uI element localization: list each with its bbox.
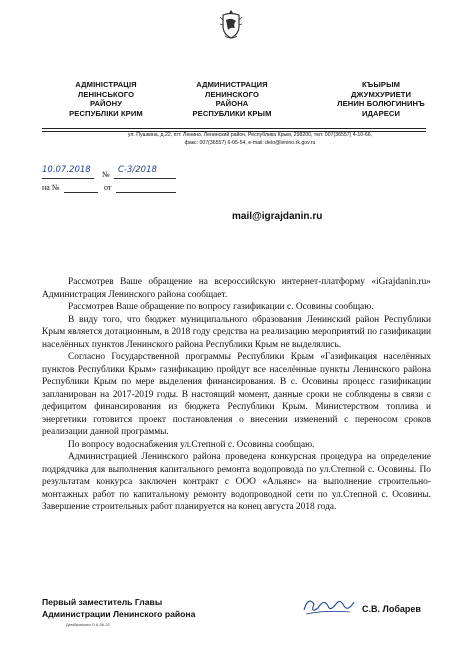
header-crimean-tatar: КЪЫРЫМ ДЖУМХУРИЕТИ ЛЕНИН БОЛЮГИНИНЪ ИДАРЕСИ (337, 80, 425, 118)
header-address: ул. Пушкина, д.22, пгт. Ленино, Ленинский район, Республика Крым, 298200, тел: 007(36557) 4-10-66, факс: 007(36557) 6-05-54, e-mail: delo@lenino.rk.gov.ru (127, 132, 373, 146)
on-number-underline (64, 192, 98, 193)
paragraph: Администрацией Ленинского района проведена конкурсная процедура на определение подрядчика для выполнения капитального ремонта водопровода по ул.Степной с. Осовины. По результатам конкурса заключен контракт с ООО «Альянс» на выполнение строительно-монтажных работ по капитальному ремонту водопроводной сети по ул.Степной с. Осовины. Завершение строительных работ планируется на конец августа 2018 года. (42, 452, 431, 512)
number-underline (114, 178, 176, 179)
paragraph: В виду того, что бюджет муниципального образования Ленинский район Республики Крым является дотационным, в 2018 году средства на реализацию мероприятий по газификации населённых пунктов Ленинского района Республики Крым не выделялись. (42, 314, 431, 350)
handwritten-signature (300, 590, 356, 620)
crimea-coat-of-arms-icon (217, 8, 245, 40)
registration-date: 10.07.2018 (42, 165, 91, 175)
header-russian: АДМИНИСТРАЦИЯ ЛЕНИНСКОГО РАЙОНА РЕСПУБЛИКИ КРЫМ (192, 80, 272, 118)
executor-note: Дембровская О 6-06-32 (66, 622, 110, 627)
paragraph: Рассмотрев Ваше обращение по вопросу газификации с. Осовины сообщаю. (68, 302, 374, 312)
paragraph: По вопросу водоснабжения ул.Степной с. Осовины сообщаю. (68, 439, 315, 450)
from-label: от (104, 183, 112, 192)
on-number-label: на № (42, 183, 60, 192)
paragraph: Согласно Государственной программы Республики Крым «Газификация населённых пунктов Республики Крым» газификацию пройдут все населённые пункты Ленинского района Республики Крым по мере выделения финансирования. В с. Осовины процесс газификации запланирован на 2017-2019 годы. В настоящий момент, данные сроки не соблюдены в связи с дефицитом финансирования из бюджета Республики Крым. Министерством топлива и энергетики готовится проект постановления о внесении изменений с переносом сроков реализации данной программы. (42, 352, 431, 437)
from-underline (116, 192, 176, 193)
letter-body (42, 276, 431, 514)
header-rule-thick (42, 128, 426, 129)
recipient-email: mail@igrajdanin.ru (232, 211, 323, 222)
number-label: № (102, 170, 110, 179)
signatory-name: С.В. Лобарев (362, 604, 421, 614)
header-ukrainian: АДМІНІСТРАЦІЯ ЛЕНІНСЬКОГО РАЙОНУ РЕСПУБЛІКИ КРИМ (69, 80, 143, 118)
date-underline (42, 178, 94, 179)
signatory-title: Первый заместитель Главы Администрации Ленинского района (42, 597, 196, 619)
paragraph: Рассмотрев Ваше обращение на всероссийскую интернет-платформу «iGrajdanin.ru» Администрация Ленинского района сообщает. (42, 277, 431, 300)
registration-number: С-3/2018 (118, 165, 157, 175)
